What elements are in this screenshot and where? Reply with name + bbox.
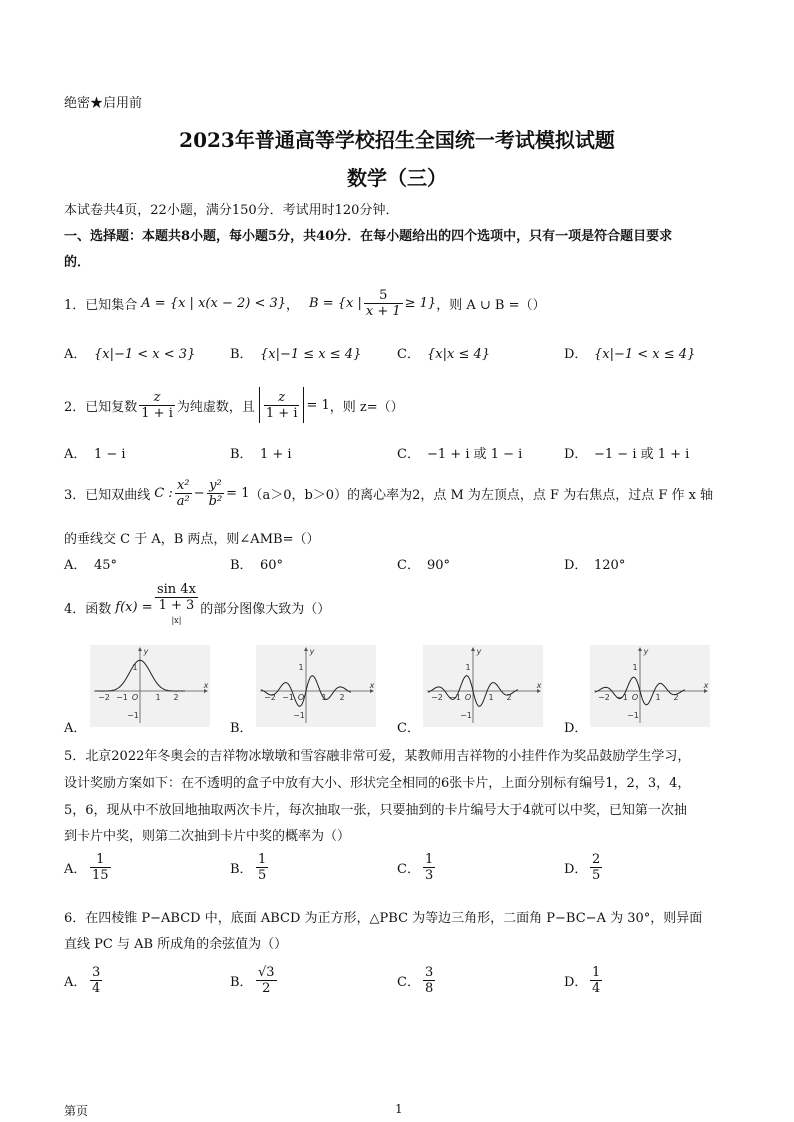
- q4-fraction: [155, 582, 199, 632]
- q1-tail: ，则 A ∪ B =（）: [436, 297, 546, 313]
- q1-option-d-text: {x|−1 < x ≤ 4}: [594, 347, 696, 362]
- section-heading-line2: 的．: [64, 255, 91, 270]
- origin-label: O: [131, 693, 139, 702]
- q6-option-c[interactable]: [397, 965, 437, 996]
- q5-option-d-label: D．: [564, 862, 588, 877]
- y-tick-1: 1: [298, 663, 304, 672]
- q2-option-b[interactable]: [230, 443, 292, 462]
- y-tick-1: 1: [465, 663, 471, 672]
- x-tick-neg1: −1: [282, 693, 294, 702]
- question-6-line2: 直线 PC 与 AB 所成角的余弦值为（）: [64, 937, 288, 952]
- q4-graph-b-svg: [256, 645, 376, 727]
- q6-option-b-num: √3: [258, 965, 275, 980]
- x-tick-1: 1: [488, 693, 494, 702]
- q6-option-a-num: 3: [92, 965, 101, 980]
- q2-option-c-label: C．: [397, 447, 420, 462]
- q2-option-b-text: 1 + i: [260, 447, 292, 462]
- question-2-stem: [64, 385, 404, 425]
- q1-option-a-text: {x|−1 < x < 3}: [94, 347, 196, 362]
- q4-fraction-exp: |x|: [171, 615, 182, 625]
- q5-option-c-num: 1: [425, 852, 434, 867]
- q6-option-c-num: 3: [425, 965, 434, 980]
- q2-option-a-text: 1 − i: [94, 447, 126, 462]
- question-4-stem: [64, 581, 331, 627]
- x-tick-neg2: −2: [264, 693, 276, 702]
- x-axis-label: x: [703, 681, 709, 690]
- x-axis-label: x: [203, 681, 209, 690]
- q6-option-b-frac: [256, 965, 277, 996]
- y-tick-neg1: −1: [127, 711, 139, 720]
- q1-option-c-label: C．: [397, 347, 420, 362]
- q3-frac-x: [175, 478, 192, 509]
- q1-option-b-text: {x|−1 ≤ x ≤ 4}: [260, 347, 362, 362]
- question-1-stem: [64, 283, 545, 323]
- q6-option-a[interactable]: [64, 965, 104, 996]
- x-tick-2: 2: [506, 693, 512, 702]
- q1-option-a-label: A．: [64, 347, 87, 362]
- x-tick-1: 1: [155, 693, 161, 702]
- q6-option-d-num: 1: [592, 965, 601, 980]
- q1-option-b-label: B．: [230, 347, 253, 362]
- q4-graph-b[interactable]: [256, 645, 376, 731]
- q3-option-a-label: A．: [64, 558, 87, 573]
- q4-graph-c-svg: [423, 645, 543, 727]
- q2-option-b-label: B．: [230, 447, 253, 462]
- q2-option-d-text: −1 − i 或 1 + i: [594, 447, 690, 462]
- q2-option-a-label: A．: [64, 447, 87, 462]
- origin-label: O: [464, 693, 472, 702]
- x-tick-1: 1: [321, 693, 327, 702]
- q5-option-a-den: 15: [92, 868, 109, 883]
- q1-option-b[interactable]: [230, 343, 361, 362]
- question-5-line4: 到卡片中奖，则第二次抽到卡片中奖的概率为（）: [64, 829, 351, 844]
- q2-abs-fraction: [264, 390, 300, 421]
- q2-eq: = 1: [306, 397, 330, 413]
- q3-minus: −: [193, 485, 205, 501]
- q2-abs-fraction-num: z: [264, 390, 300, 406]
- q6-option-a-frac: [90, 965, 102, 996]
- question-6-line1: 6．在四棱锥 P−ABCD 中，底面 ABCD 为正方形，△PBC 为等边三角形，二面角 P−BC−A 为 30°，则异面: [64, 911, 703, 926]
- exam-subtitle: 数学（三）: [347, 166, 447, 190]
- question-3-line2: 的垂线交 C 于 A，B 两点，则∠AMB=（）: [64, 532, 320, 547]
- y-tick-neg1: −1: [460, 711, 472, 720]
- q2-option-c[interactable]: [397, 443, 522, 462]
- q5-option-d-num: 2: [592, 852, 601, 867]
- q1-number: 1．已知集合: [64, 297, 138, 313]
- q1-set-b-suffix: ≥ 1}: [404, 295, 437, 311]
- q6-option-a-label: A．: [64, 975, 87, 990]
- q3-option-b-text: 60°: [260, 558, 284, 573]
- confidential-mark: 绝密★启用前: [64, 96, 143, 111]
- y-axis-label: y: [143, 647, 149, 656]
- x-tick-neg1: −1: [616, 693, 628, 702]
- q5-option-d-den: 5: [592, 868, 601, 883]
- q6-option-d-den: 4: [592, 981, 601, 996]
- y-axis-label: y: [476, 647, 482, 656]
- q3-frac-y-num: y²: [207, 478, 225, 494]
- q1-fraction-num: 5: [364, 288, 403, 304]
- question-5-line3: 5，6，现从中不放回地抽取两次卡片，每次抽取一张，只要抽到的卡片编号大于4就可以中奖，已知第一次抽: [64, 803, 687, 818]
- q2-option-d[interactable]: [564, 443, 689, 462]
- q4-option-c-label[interactable]: C．: [397, 721, 420, 736]
- exam-intro: 本试卷共4页，22小题，满分150分．考试用时120分钟．: [64, 203, 399, 218]
- q5-option-c-den: 3: [425, 868, 434, 883]
- q4-number: 4．函数: [64, 601, 112, 617]
- q2-fraction: [139, 390, 175, 421]
- q5-option-a-num: 1: [90, 852, 111, 868]
- q4-option-b-label[interactable]: B．: [230, 721, 253, 736]
- q1-separator: ，: [286, 297, 300, 313]
- q4-graph-d[interactable]: [590, 645, 710, 731]
- q3-option-a[interactable]: [64, 554, 117, 573]
- q3-eq: = 1: [226, 485, 250, 501]
- q6-option-d-frac: [590, 965, 602, 996]
- graph-background: [423, 645, 543, 727]
- q5-option-b[interactable]: [230, 852, 270, 883]
- q2-option-c-text: −1 + i 或 1 − i: [427, 447, 523, 462]
- q5-option-b-den: 5: [258, 868, 267, 883]
- y-tick-neg1: −1: [293, 711, 305, 720]
- q1-set-a: A = {x | x(x − 2) < 3}: [141, 295, 287, 311]
- q5-option-c-label: C．: [397, 862, 420, 877]
- q3-line1-tail: （a＞0，b＞0）的离心率为2，点 M 为左顶点，点 F 为右焦点，过点 F 作 x 轴: [249, 487, 714, 503]
- q5-option-c[interactable]: [397, 852, 437, 883]
- x-tick-neg1: −1: [116, 693, 128, 702]
- q3-option-c-label: C．: [397, 558, 420, 573]
- x-tick-2: 2: [173, 693, 179, 702]
- q3-frac-x-num: x²: [175, 478, 192, 494]
- q4-function: f(x) =: [115, 599, 153, 615]
- y-tick-1: 1: [132, 663, 138, 672]
- x-tick-1: 1: [655, 693, 661, 702]
- q3-option-b-label: B．: [230, 558, 253, 573]
- graph-background: [256, 645, 376, 727]
- q3-frac-y-den: b²: [208, 493, 223, 509]
- q5-option-a-label: A．: [64, 862, 87, 877]
- q1-option-a[interactable]: [64, 343, 195, 362]
- q5-option-c-frac: [423, 852, 435, 883]
- q1-option-c[interactable]: [397, 343, 490, 362]
- q4-option-a-label[interactable]: A．: [64, 721, 87, 736]
- question-3-line1: [64, 473, 713, 513]
- x-axis-label: x: [369, 681, 375, 690]
- q3-option-d-label: D．: [564, 558, 588, 573]
- q4-option-d-label[interactable]: D．: [564, 721, 588, 736]
- q5-option-d-frac: [590, 852, 602, 883]
- q1-option-c-text: {x|x ≤ 4}: [427, 347, 491, 362]
- q3-frac-x-den: a²: [176, 493, 190, 509]
- q3-option-d-text: 120°: [594, 558, 626, 573]
- y-tick-1: 1: [632, 663, 638, 672]
- q6-option-b-label: B．: [230, 975, 253, 990]
- q2-abs-bar-right: [303, 387, 304, 423]
- section-heading-line1: 一、选择题：本题共8小题，每小题5分，共40分．在每小题给出的四个选项中，只有一项是符合题目要求: [64, 229, 673, 244]
- x-axis-label: x: [536, 681, 542, 690]
- y-tick-neg1: −1: [627, 711, 639, 720]
- q1-fraction-den: x + 1: [365, 303, 401, 319]
- q5-option-a-frac: [90, 852, 111, 883]
- footer-left: 第页: [64, 1104, 89, 1118]
- q1-option-d[interactable]: [564, 343, 695, 362]
- q2-tail: ，则 z=（）: [329, 399, 404, 415]
- q4-graph-d-svg: [590, 645, 710, 727]
- x-tick-neg2: −2: [598, 693, 610, 702]
- question-5-line1: 5．北京2022年冬奥会的吉祥物冰墩墩和雪容融非常可爱，某教师用吉祥物的小挂件作为奖品鼓励学生学习，: [64, 749, 691, 764]
- question-5-line2: 设计奖励方案如下：在不透明的盒子中放有大小、形状完全相同的6张卡片，上面分别标有编号1，2，3，4，: [64, 776, 691, 791]
- q3-curve-name: C :: [154, 485, 173, 501]
- graph-background: [590, 645, 710, 727]
- x-tick-neg1: −1: [449, 693, 461, 702]
- graph-background: [90, 645, 210, 727]
- page-number: 1: [395, 1102, 403, 1116]
- q6-option-a-den: 4: [92, 981, 101, 996]
- q6-option-c-label: C．: [397, 975, 420, 990]
- q3-frac-y: [207, 478, 225, 509]
- q2-abs-fraction-den: 1 + i: [265, 405, 298, 421]
- q2-option-a[interactable]: [64, 443, 126, 462]
- q4-fraction-num: sin 4x: [155, 582, 199, 598]
- q3-option-c-text: 90°: [427, 558, 451, 573]
- q2-number: 2．已知复数: [64, 399, 138, 415]
- q6-option-d[interactable]: [564, 965, 604, 996]
- q4-graph-a[interactable]: [90, 645, 210, 731]
- x-tick-neg2: −2: [98, 693, 110, 702]
- exam-title: 2023年普通高等学校招生全国统一考试模拟试题: [179, 128, 615, 152]
- q6-option-c-frac: [423, 965, 435, 996]
- x-tick-neg2: −2: [431, 693, 443, 702]
- q2-option-d-label: D．: [564, 447, 588, 462]
- q4-tail: 的部分图像大致为（）: [200, 601, 331, 617]
- q3-number: 3．已知双曲线: [64, 487, 151, 503]
- origin-label: O: [631, 693, 639, 702]
- q4-fraction-den-wrap: [155, 598, 199, 632]
- q2-fraction-den: 1 + i: [141, 405, 173, 421]
- q1-option-d-label: D．: [564, 347, 588, 362]
- q3-option-a-text: 45°: [94, 558, 118, 573]
- q5-option-a[interactable]: [64, 852, 113, 883]
- origin-label: O: [297, 693, 305, 702]
- y-axis-label: y: [643, 647, 649, 656]
- q5-option-d[interactable]: [564, 852, 604, 883]
- q2-abs-bar-left: [259, 387, 260, 423]
- q4-graph-c[interactable]: [423, 645, 543, 731]
- q5-option-b-num: 1: [258, 852, 267, 867]
- q4-fraction-den: 1 + 3: [158, 597, 195, 613]
- q1-set-b-prefix: B = {x |: [309, 295, 362, 311]
- q6-option-d-label: D．: [564, 975, 588, 990]
- q5-option-b-label: B．: [230, 862, 253, 877]
- q3-option-b[interactable]: [230, 554, 283, 573]
- q4-graph-a-svg: [90, 645, 210, 727]
- q3-option-c[interactable]: [397, 554, 450, 573]
- q6-option-c-den: 8: [425, 981, 434, 996]
- q2-mid: 为纯虚数，且: [176, 399, 255, 415]
- q6-option-b[interactable]: [230, 965, 279, 996]
- x-tick-2: 2: [673, 693, 679, 702]
- q1-fraction: [364, 288, 403, 319]
- q6-option-b-den: 2: [262, 981, 271, 996]
- q5-option-b-frac: [256, 852, 268, 883]
- q2-fraction-num: z: [139, 390, 175, 406]
- x-tick-2: 2: [339, 693, 345, 702]
- q3-option-d[interactable]: [564, 554, 625, 573]
- y-axis-label: y: [309, 647, 315, 656]
